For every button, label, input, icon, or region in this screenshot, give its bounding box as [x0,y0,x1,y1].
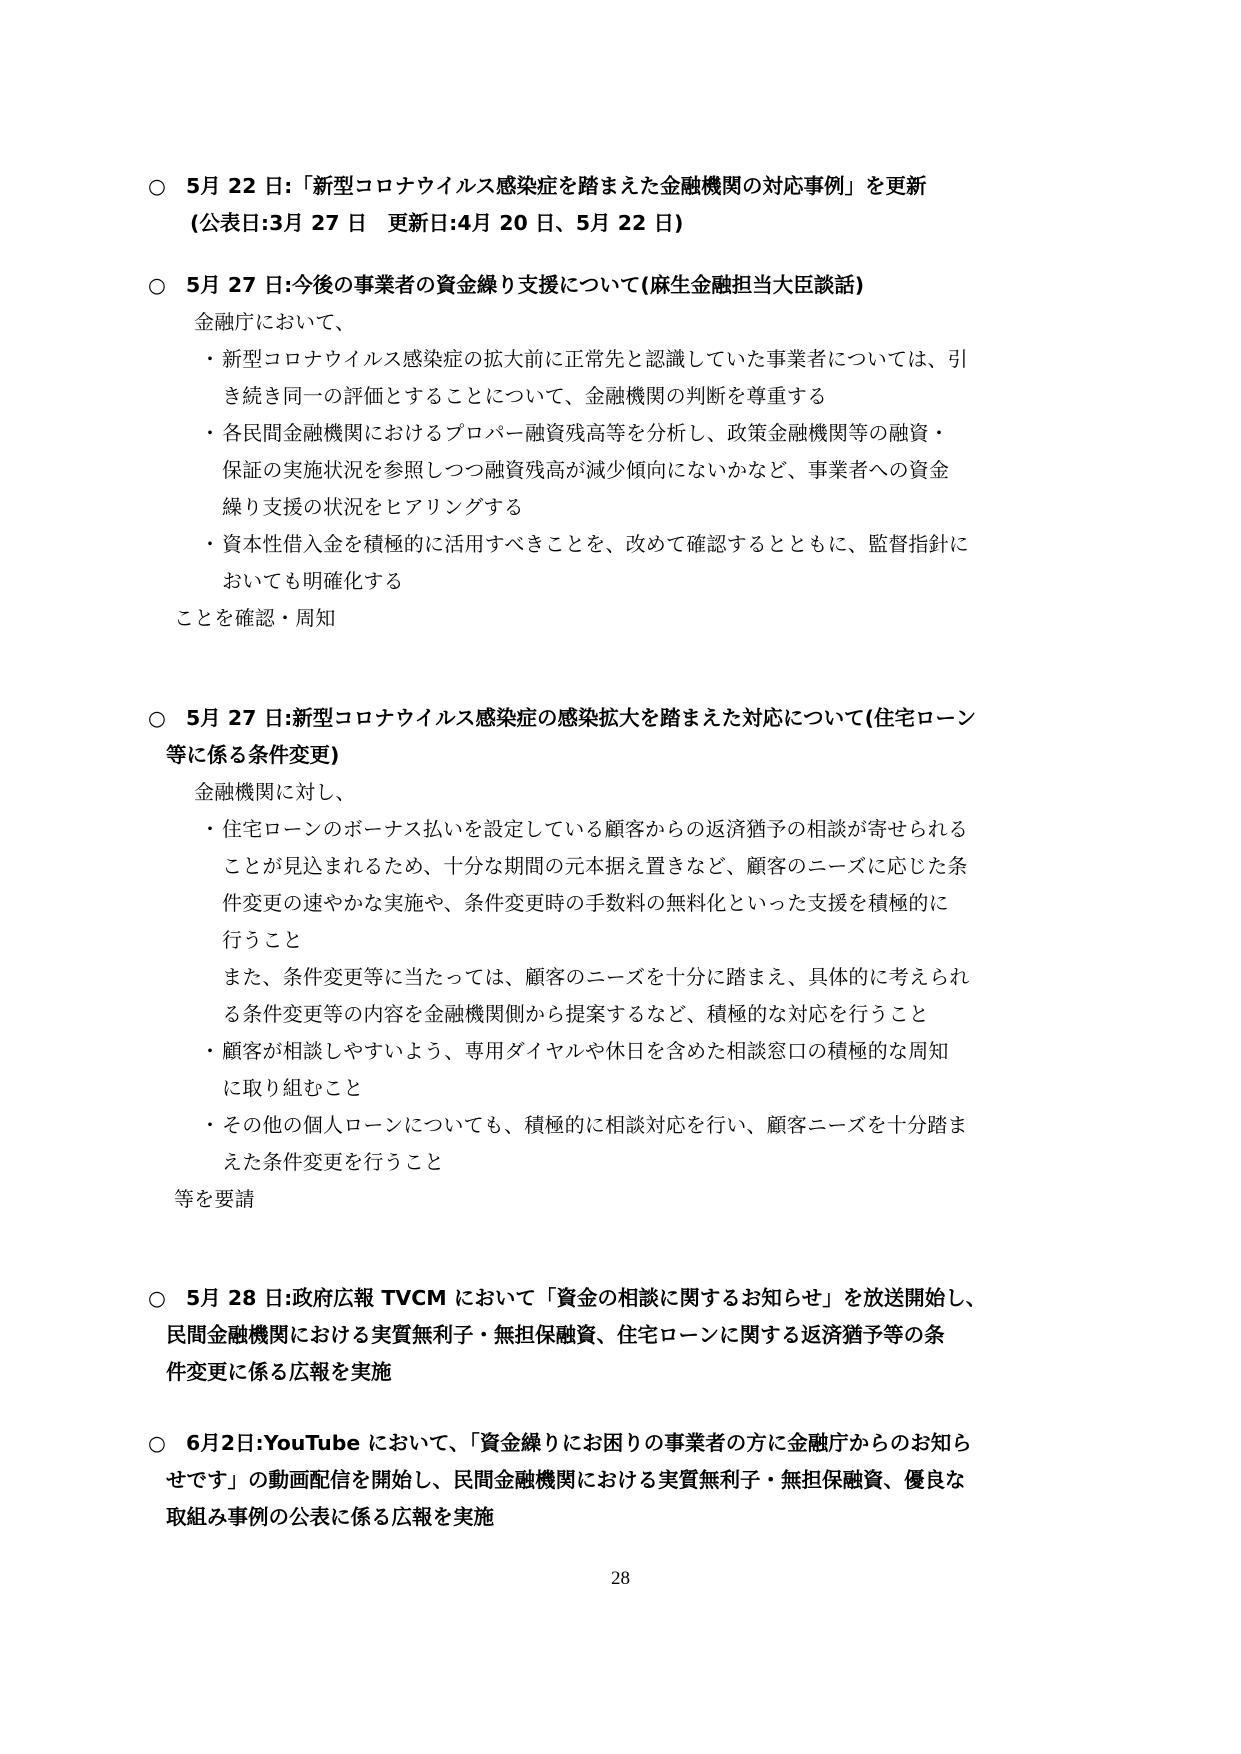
list-item [148,1033,1093,1070]
bullet-dot-icon: ・ [200,347,221,371]
circle-bullet-icon: ○ [148,174,166,198]
list-item-text: 各民間金融機関におけるプロパー融資残高等を分析し、政策金融機関等の融資・ [222,421,950,445]
heading-continuation: せです」の動画配信を開始し、民間金融機関における実質無利子・無担保融資、優良な [166,1468,966,1492]
heading-continuation: 民間金融機関における実質無利子・無担保融資、住宅ローンに関する返済猶予等の条 [166,1323,945,1347]
section-jun2-youtube [148,1425,1093,1536]
list-item-continuation: ことが見込まれるため、十分な期間の元本据え置きなど、顧客のニーズに応じた条 [222,854,968,878]
section-intro: 金融庁において、 [194,310,356,334]
page-number: 28 [611,1568,630,1589]
list-item-continuation: 行うこと [222,928,303,952]
section-may27-minister-statement [148,267,1093,637]
list-item [148,415,1093,452]
heading-continuation: 等に係る条件変更) [166,743,340,767]
heading-text: 5月 27 日:新型コロナウイルス感染症の感染拡大を踏まえた対応について(住宅ローン [186,706,977,730]
section-heading [148,1280,1093,1317]
list-item-text: 顧客が相談しやすいよう、専用ダイヤルや休日を含めた相談窓口の積極的な周知 [222,1039,949,1063]
list-item-continuation: 保証の実施状況を参照しつつ融資残高が減少傾向にないかなど、事業者への資金 [222,458,950,482]
bullet-dot-icon: ・ [200,421,221,445]
circle-bullet-icon: ○ [148,273,166,297]
section-heading [148,168,1093,205]
list-item [148,811,1093,848]
circle-bullet-icon: ○ [148,1286,166,1310]
list-item-continuation: る条件変更等の内容を金融機関側から提案するなど、積極的な対応を行うこと [222,1002,929,1026]
section-heading [148,1425,1093,1462]
list-item-continuation: また、条件変更等に当たっては、顧客のニーズを十分に踏まえ、具体的に考えられ [222,965,970,989]
list-item-text: 新型コロナウイルス感染症の拡大前に正常先と認識していた事業者については、引 [222,347,968,371]
section-heading [148,700,1093,737]
section-may22-update [148,168,1093,242]
heading-text: 5月 28 日:政府広報 TVCM において「資金の相談に関するお知らせ」を放送開始し、 [186,1286,987,1310]
section-may28-tvcm [148,1280,1093,1391]
section-intro: 金融機関に対し、 [194,780,356,804]
section-may27-housing-loan [148,700,1093,1218]
list-item [148,341,1093,378]
circle-bullet-icon: ○ [148,1431,166,1455]
list-item [148,1107,1093,1144]
heading-text: 6月2日:YouTube において、「資金繰りにお困りの事業者の方に金融庁からのお知ら [186,1431,972,1455]
circle-bullet-icon: ○ [148,706,166,730]
list-item-text: 資本性借入金を積極的に活用すべきことを、改めて確認するとともに、監督指針に [222,532,969,556]
list-item-continuation: えた条件変更を行うこと [222,1150,445,1174]
section-outro: ことを確認・周知 [174,606,336,630]
bullet-dot-icon: ・ [200,1113,221,1137]
section-note: (公表日:3月 27 日 更新日:4月 20 日、5月 22 日) [190,211,684,235]
bullet-dot-icon: ・ [200,817,221,841]
heading-continuation: 件変更に係る広報を実施 [166,1360,392,1384]
heading-text: 5月 22 日:「新型コロナウイルス感染症を踏まえた金融機関の対応事例」を更新 [186,174,927,198]
list-item-text: 住宅ローンのボーナス払いを設定している顧客からの返済猶予の相談が寄せられる [222,817,969,841]
bullet-dot-icon: ・ [200,1039,221,1063]
list-item [148,526,1093,563]
section-heading [148,267,1093,304]
heading-continuation: 取組み事例の公表に係る広報を実施 [166,1505,494,1529]
list-item-text: その他の個人ローンについても、積極的に相談対応を行い、顧客ニーズを十分踏ま [222,1113,968,1137]
list-item-continuation: 繰り支援の状況をヒアリングする [222,495,524,519]
list-item-continuation: 件変更の速やかな実施や、条件変更時の手数料の無料化といった支援を積極的に [222,891,949,915]
list-item-continuation: に取り組むこと [222,1076,364,1100]
list-item-continuation: おいても明確化する [222,569,404,593]
bullet-dot-icon: ・ [200,532,221,556]
heading-text: 5月 27 日:今後の事業者の資金繰り支援について(麻生金融担当大臣談話) [186,273,865,297]
section-outro: 等を要請 [174,1187,255,1211]
list-item-continuation: き続き同一の評価とすることについて、金融機関の判断を尊重する [222,384,828,408]
